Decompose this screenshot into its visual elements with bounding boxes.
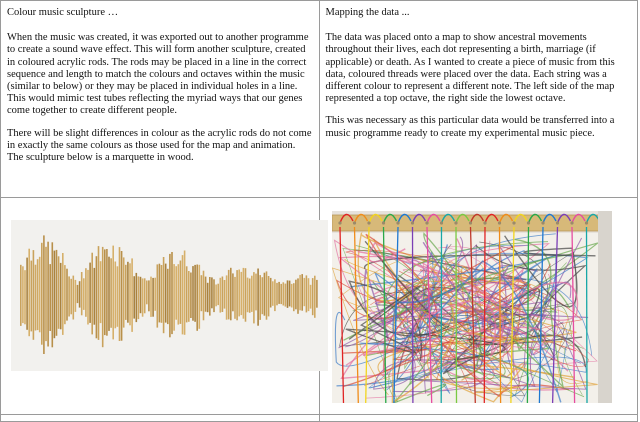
wooden-rod [125, 265, 127, 320]
left-paragraph-2: There will be slight differences in colour as the acrylic rods do not come in exactly the same colours as those used for the map and animation. The sculpture below is a marquette in wood. [7, 128, 313, 165]
nail-head [570, 221, 573, 224]
wooden-rod [224, 280, 226, 309]
wooden-rod [96, 256, 98, 338]
wooden-rod [66, 269, 68, 321]
wooden-rod [301, 274, 303, 311]
wooden-rod [264, 273, 266, 316]
wooden-rod [152, 278, 154, 317]
wooden-rod [39, 257, 41, 333]
wooden-rod [283, 282, 285, 305]
wooden-rod [108, 257, 110, 331]
wooden-rod [241, 272, 243, 315]
wooden-rod [31, 261, 33, 332]
wooden-rod [133, 276, 135, 318]
nail-head [396, 221, 399, 224]
left-image-cell [1, 198, 320, 415]
wooden-rod [165, 264, 167, 323]
wooden-rod [131, 258, 133, 332]
wooden-rod [138, 276, 140, 319]
nail-head [497, 221, 500, 224]
wooden-rod [35, 265, 37, 331]
wooden-rod [295, 280, 297, 310]
wooden-rod [26, 258, 28, 330]
wooden-rod [190, 273, 192, 319]
wooden-rod [280, 284, 282, 304]
left-heading: Colour music sculpture … [7, 7, 313, 19]
wooden-rod [49, 264, 51, 331]
right-text-cell [319, 1, 638, 198]
wooden-rod [68, 276, 70, 316]
wooden-rod [85, 268, 87, 317]
wooden-rod [37, 259, 39, 330]
wooden-rod [222, 277, 224, 313]
wooden-rod [276, 283, 278, 305]
wooden-rod [117, 266, 119, 327]
wooden-rod [226, 275, 228, 319]
nail-head [483, 221, 486, 224]
map-photo [332, 211, 612, 403]
wooden-rod [112, 246, 114, 340]
wooden-rod [60, 263, 62, 329]
photo-edge [598, 211, 612, 403]
wooden-rod [24, 270, 26, 324]
nail-head [454, 221, 457, 224]
wooden-rod [182, 255, 184, 334]
wooden-rod [89, 263, 91, 323]
wooden-rod [163, 257, 165, 333]
wooden-rod [136, 273, 138, 322]
right-heading: Mapping the data ... [326, 7, 632, 19]
wooden-rod [213, 279, 215, 312]
wooden-rod [33, 250, 35, 340]
wooden-rod [299, 275, 301, 310]
wooden-rod [188, 271, 190, 322]
wooden-rod [167, 269, 169, 324]
wooden-rod [83, 278, 85, 310]
wooden-rod [180, 261, 182, 324]
wooden-rod [247, 278, 249, 313]
wooden-rod [184, 251, 186, 335]
empty-cell-left [1, 415, 320, 422]
sculpture-photo [11, 220, 328, 371]
wooden-rod [304, 278, 306, 306]
wooden-rod [75, 280, 77, 312]
wooden-rod [56, 250, 58, 336]
wooden-rod [20, 265, 22, 326]
wooden-rod [220, 278, 222, 313]
wooden-rod [266, 271, 268, 319]
wooden-rod [150, 277, 152, 317]
wooden-rod [115, 262, 117, 329]
wooden-rod [196, 265, 198, 331]
coloured-thread [484, 227, 485, 403]
wooden-rod [209, 277, 211, 316]
wooden-rod [251, 276, 253, 312]
wooden-rod [192, 266, 194, 321]
wooden-rod [100, 261, 102, 323]
nail-head [526, 221, 529, 224]
wooden-rod [285, 284, 287, 307]
wooden-rod [110, 258, 112, 328]
nail-head [541, 221, 544, 224]
wooden-rod [207, 283, 209, 312]
wooden-rod [205, 277, 207, 312]
nail-head [468, 221, 471, 224]
wooden-rod [70, 279, 72, 315]
wooden-rod [215, 285, 217, 307]
wooden-rod [123, 257, 125, 327]
wooden-rod [146, 281, 148, 305]
wooden-rod [106, 249, 108, 336]
wooden-rod [104, 249, 106, 335]
nail-head [584, 221, 587, 224]
wooden-rod [140, 277, 142, 313]
wooden-rod [312, 278, 314, 315]
wooden-rod [249, 279, 251, 313]
wooden-rod [306, 275, 308, 312]
wooden-rod [28, 249, 30, 337]
wooden-rod [87, 270, 89, 325]
wooden-rod [52, 242, 54, 347]
nail-head [381, 221, 384, 224]
wooden-rod [268, 276, 270, 316]
wooden-rod [314, 276, 316, 318]
wooden-rod [308, 278, 310, 311]
wooden-rod [236, 270, 238, 320]
wooden-rod [154, 278, 156, 311]
wooden-rod [270, 278, 272, 308]
nail-head [352, 221, 355, 224]
wooden-rod [178, 264, 180, 324]
wooden-rod [81, 272, 83, 315]
wooden-rod [159, 264, 161, 323]
wooden-rod [98, 246, 100, 340]
wooden-rod [144, 278, 146, 313]
wooden-rod [173, 264, 175, 331]
nail-head [439, 221, 442, 224]
empty-cell-right [319, 415, 638, 422]
wooden-rod [119, 247, 121, 341]
wooden-rod [217, 284, 219, 305]
left-paragraph-1: When the music was created, it was exported out to another programme to create a sound wave effect. This will form another sculpture, created in coloured acrylic rods. The rods may be placed in a line in the correct sequence and length to match the colours and octaves within the music (similar to below) or they may be placed in individual holes in a line. This would mimic test tubes reflecting the myriad ways that our genes come together to create different people. [7, 32, 313, 117]
wooden-rod [161, 265, 163, 323]
wooden-rod [77, 285, 79, 303]
wooden-rod [310, 285, 312, 309]
wooden-rod [43, 235, 45, 354]
wooden-rod [243, 268, 245, 319]
wooden-rod [316, 280, 318, 308]
wooden-rod [175, 266, 177, 320]
wooden-rod [291, 284, 293, 308]
left-text-cell [1, 1, 320, 198]
wooden-rod [79, 281, 81, 307]
wooden-rod [274, 279, 276, 311]
wooden-rod [157, 264, 159, 327]
wooden-rod [232, 273, 234, 311]
wooden-rod [94, 268, 96, 325]
wooden-rod [278, 282, 280, 304]
nail-head [512, 221, 515, 224]
wooden-rod [234, 277, 236, 319]
wooden-rod [199, 265, 201, 329]
wooden-rod [238, 270, 240, 317]
wooden-rod [148, 280, 150, 311]
wooden-rod [91, 253, 93, 335]
wooden-rod [211, 277, 213, 308]
wooden-rod [129, 263, 131, 325]
nail-head [425, 221, 428, 224]
wooden-rod [54, 251, 56, 339]
wooden-rod [121, 251, 123, 341]
wooden-rod [186, 266, 188, 322]
wooden-rod [41, 243, 43, 345]
wooden-rod [169, 254, 171, 337]
wooden-rod [253, 272, 255, 323]
wooden-rod [201, 275, 203, 311]
wooden-rod [245, 268, 247, 322]
wooden-rod [287, 280, 289, 308]
right-paragraph-2: This was necessary as this particular data would be transferred into a music programme ready to create my experimental music piece. [326, 115, 632, 139]
wooden-rod [230, 268, 232, 321]
wooden-rod [257, 269, 259, 326]
wooden-rod [259, 275, 261, 320]
nail-head [410, 221, 413, 224]
wooden-rod [203, 271, 205, 321]
wooden-rod [293, 283, 295, 311]
wooden-rod [45, 247, 47, 341]
wooden-rod [297, 278, 299, 313]
wooden-rod [58, 256, 60, 329]
coloured-thread [456, 227, 457, 403]
wooden-rod [102, 247, 104, 347]
wooden-rod [194, 265, 196, 322]
wooden-rod [22, 266, 24, 323]
nail-head [338, 221, 341, 224]
wooden-rod [171, 252, 173, 334]
wooden-rod [64, 265, 66, 324]
wooden-rod [228, 270, 230, 320]
right-image-cell [319, 198, 638, 415]
right-paragraph-1: The data was placed onto a map to show ancestral movements throughout their lives, each dot representing a birth, marriage (if applicable) or death. As I wanted to create a piece of music from this data, coloured threads were placed over the data. Each string was a different colour to represent a different note. The left side of the map represented a top octave, the right side the lowest octave. [326, 32, 632, 105]
wooden-rod [262, 277, 264, 314]
nail-head [367, 221, 370, 224]
wooden-rod [73, 276, 75, 320]
wooden-rod [62, 253, 64, 335]
wooden-rod [255, 274, 257, 311]
wooden-rod [127, 262, 129, 323]
wooden-rod [142, 278, 144, 316]
wooden-rod [272, 281, 274, 306]
nail-head [555, 221, 558, 224]
wooden-rod [47, 242, 49, 347]
wooden-rod [289, 281, 291, 307]
coloured-thread [586, 227, 587, 403]
